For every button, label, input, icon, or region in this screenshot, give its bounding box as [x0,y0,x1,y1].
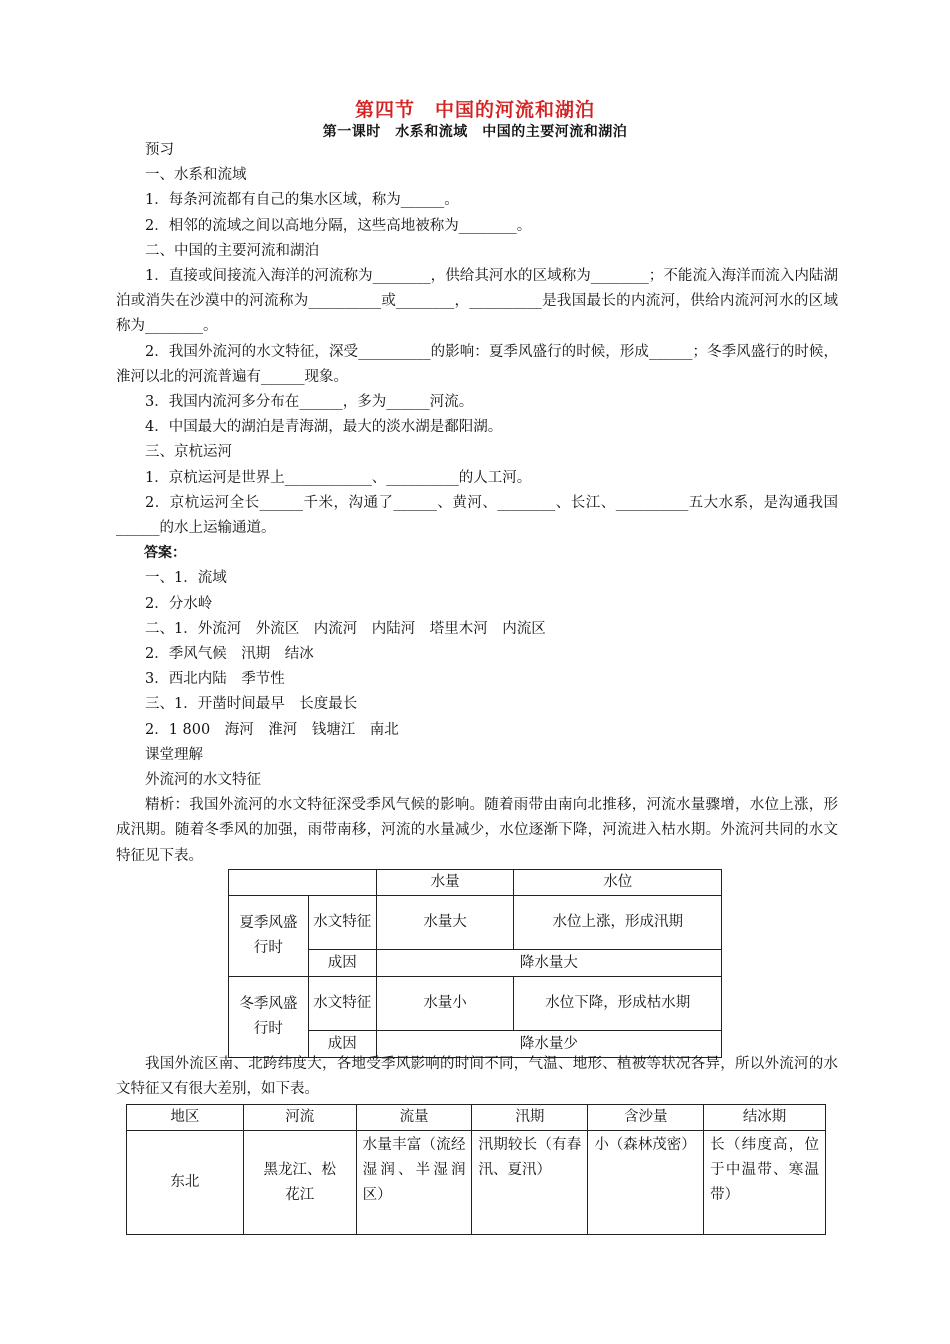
paragraph: 三、京杭运河 [145,444,232,461]
table-cell: 夏季风盛行时 [229,896,309,977]
paragraph: 2．我国外流河的水文特征，深受__________的影响：夏季风盛行的时候，形成______；冬季风盛行的时候，淮河以北的河流普遍有______现象。 [116,343,838,385]
table-header: 水位 [514,870,722,896]
table-cell: 黑龙江、松花江 [243,1131,356,1235]
table-cell: 水文特征 [308,977,376,1031]
table-cell: 成因 [308,1031,376,1058]
paragraph: 一、水系和流域 [145,167,247,184]
table-cell: 水位上涨，形成汛期 [514,896,722,950]
table-cell: 降水量少 [376,1031,721,1058]
paragraph: 预习 [145,142,174,158]
table-cell: 水量丰富（流经湿润、半湿润区） [356,1131,472,1235]
paragraph: 外流河的水文特征 [145,772,261,789]
table-cell: 水位下降，形成枯水期 [514,977,722,1031]
answers-heading: 答案： [144,545,186,562]
body-text-2 [116,1052,838,1102]
table-header: 水量 [376,870,514,896]
paragraph: 2．京杭运河全长______千米，沟通了______、黄河、________、长江、__________五大水系，是沟通我国______的水上运输通道。 [116,494,838,537]
paragraph: 3．西北内陆 季节性 [145,671,285,688]
paragraph: 精析：我国外流河的水文特征深受季风气候的影响。随着雨带由南向北推移，河流水量骤增，水位上涨，形成汛期。随着冬季风的加强，雨带南移，河流的水量减少，水位逐渐下降，河流进入枯水期。外流河共同的水文特征见下表。 [116,797,838,864]
paragraph: 1．每条河流都有自己的集水区域，称为______。 [145,192,459,209]
table-header: 含沙量 [588,1105,704,1131]
table-cell: 小（森林茂密） [588,1131,704,1235]
regional-hydrology-table [126,1104,826,1235]
paragraph: 课堂理解 [145,746,203,763]
table-cell [229,870,377,896]
body-text [116,138,838,869]
paragraph: 2．相邻的流域之间以高地分隔，这些高地被称为________。 [145,217,532,234]
table-cell: 东北 [127,1131,244,1235]
paragraph: 二、1．外流河 外流区 内流河 内陆河 塔里木河 内流区 [145,620,546,637]
table-cell: 成因 [308,950,376,977]
paragraph: 我国外流区南、北跨纬度大，各地受季风影响的时间不同，气温、地形、植被等状况各异，所以外流河的水文特征又有很大差别，如下表。 [116,1056,838,1098]
paragraph: 3．我国内流河多分布在______，多为______河流。 [145,394,474,411]
paragraph: 一、1．流域 [145,570,227,587]
paragraph: 4．中国最大的湖泊是青海湖，最大的淡水湖是鄱阳湖。 [145,419,503,436]
table-cell: 水文特征 [308,896,376,950]
table-cell: 降水量大 [376,950,721,977]
lesson-subtitle: 第一课时 水系和流域 中国的主要河流和湖泊 [322,124,628,140]
table-header: 地区 [127,1105,244,1131]
paragraph: 1．直接或间接流入海洋的河流称为________，供给其河水的区域称为________；不能流入海洋而流入内陆湖泊或消失在沙漠中的河流称为__________或________，__________是我国最长的内流河，供给内流河河水的区域称为________。 [116,268,838,335]
table-cell: 长（纬度高，位于中温带、寒温带） [704,1131,826,1235]
hydrology-table [228,869,722,1058]
table-header: 汛期 [472,1105,588,1131]
paragraph: 2．1 800 海河 淮河 钱塘江 南北 [145,721,399,738]
table-header: 河流 [243,1105,356,1131]
table-cell: 水量大 [376,896,514,950]
table-header: 流量 [356,1105,472,1131]
paragraph: 三、1．开凿时间最早 长度最长 [145,696,358,713]
table-cell: 冬季风盛行时 [229,977,309,1058]
paragraph: 2．分水岭 [145,595,213,612]
table-cell: 汛期较长（有春汛、夏汛） [472,1131,588,1235]
table-header: 结冰期 [704,1105,826,1131]
table-cell: 水量小 [376,977,514,1031]
paragraph: 2．季风气候 汛期 结冰 [145,646,314,663]
paragraph: 1．京杭运河是世界上____________、__________的人工河。 [145,469,532,486]
section-title: 第四节 中国的河流和湖泊 [354,99,595,121]
paragraph: 二、中国的主要河流和湖泊 [145,242,319,259]
